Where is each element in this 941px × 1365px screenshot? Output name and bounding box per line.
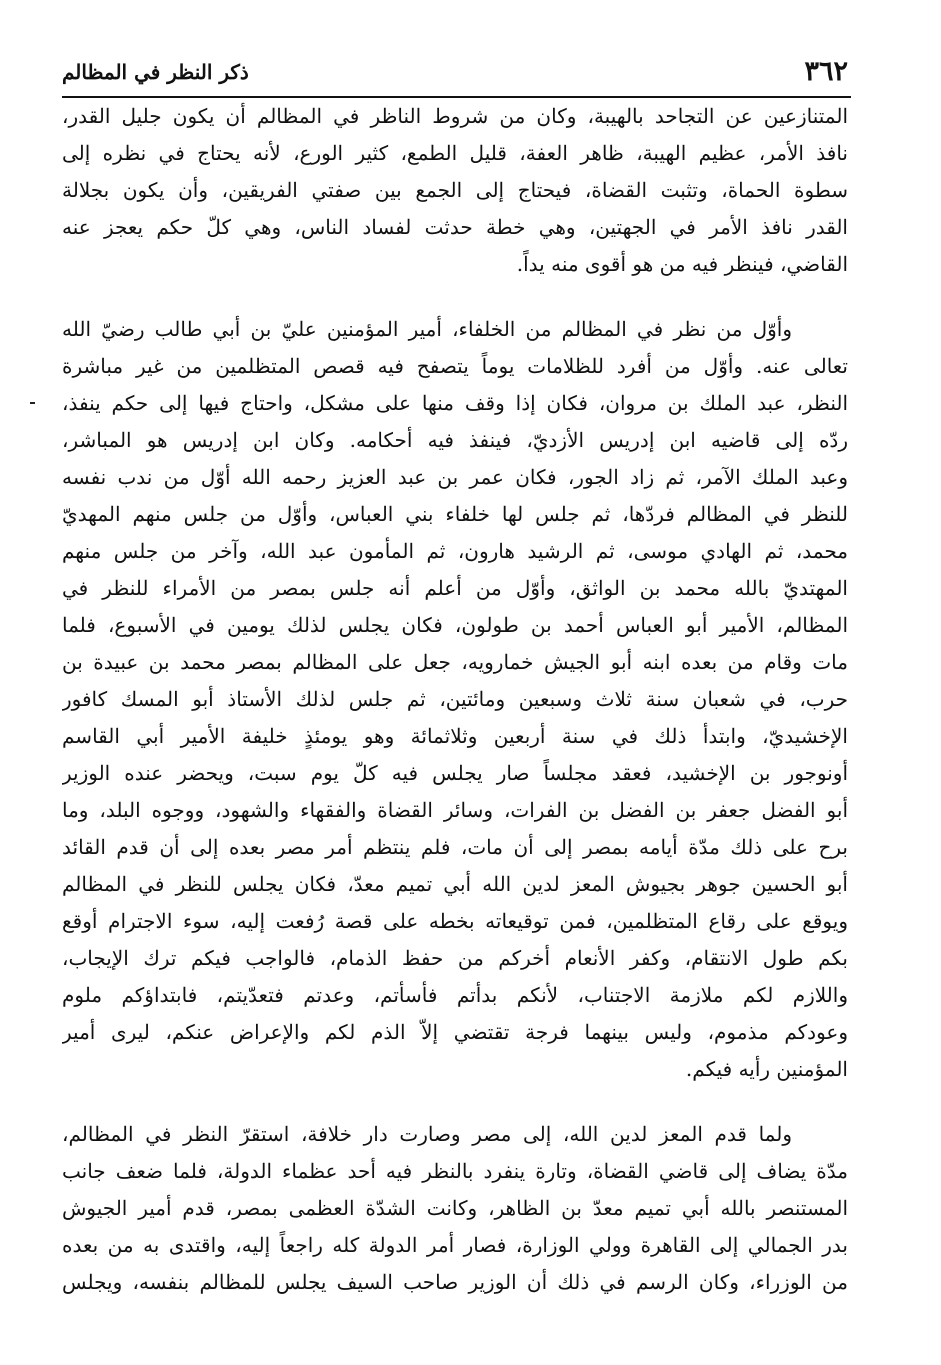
text-line: المؤمنين رأيه فيكم.	[685, 1057, 848, 1081]
text-line: المهتديّ بالله محمد بن الواثق، وأوّل من أعلم أنه جلس بمصر من الأمراء للنظر في	[62, 576, 848, 600]
text-line: الإخشيديّ، وابتدأ ذلك في سنة أربعين وثلاثمائة وهو يومئذٍ خليفة الأمير أبي القاسم	[62, 724, 848, 748]
text-line: من الوزراء، وكان الرسم في ذلك أن الوزير صاحب السيف يجلس للمظالم بنفسه، ويجلس	[62, 1270, 848, 1294]
text-line: نافذ الأمر، عظيم الهيبة، ظاهر العفة، قليل الطمع، كثير الورع، لأنه يحتاج في نظره إلى	[62, 141, 848, 165]
text-line: المستنصر بالله أبي تميم معدّ بن الظاهر، وكانت الشدّة العظمى بمصر، قدم أمير الجيوش	[62, 1196, 848, 1220]
text-line: القاضي، فينظر فيه من هو أقوى منه يداً.	[516, 252, 848, 276]
text-line: أونوجور بن الإخشيد، فعقد مجلساً صار يجلس فيه كلّ يوم سبت، ويحضر عنده الوزير	[62, 761, 848, 785]
text-line: أبو الحسين جوهر بجيوش المعز لدين الله أبي تميم معدّ، فكان يجلس للنظر في المظالم	[62, 872, 848, 896]
text-line: مات وقام من بعده ابنه أبو الجيش خمارويه، جعل على المظالم بمصر محمد بن عبيدة بن	[62, 650, 848, 674]
text-line: تعالى عنه. وأوّل من أفرد للظلامات يوماً يتصفح فيه قصص المتظلمين من غير مباشرة	[62, 354, 848, 378]
text-line: ويوقع على رقاع المتظلمين، فمن توقيعاته بخطه على قصة رُفعت إليه، سوء الاجترام أوقع	[62, 909, 848, 933]
text-line: واللازم لكم ملازمة الاجتناب، لأنكم بدأتم فأسأتم، وعدتم فتعدّيتم، فابتداؤكم ملوم	[62, 983, 848, 1007]
margin-mark	[30, 402, 35, 404]
text-line: وأوّل من نظر في المظالم من الخلفاء، أمير المؤمنين عليّ بن أبي طالب رضيّ الله	[62, 317, 792, 341]
page-number: ٣٦٢	[804, 56, 848, 87]
text-line: مدّة يضاف إلى قاضي القضاة، وتارة ينفرد بالنظر فيه أحد عظماء الدولة، فلما ضعف جانب	[62, 1159, 848, 1183]
text-line: وعودكم مذموم، وليس بينهما فرجة تقتضي إلاّ الذم لكم والإعراض عنكم، ليرى أمير	[62, 1020, 848, 1044]
paragraph-gap	[62, 1088, 848, 1116]
paragraph-gap	[62, 283, 848, 311]
text-line: ردّه إلى قاضيه ابن إدريس الأزديّ، فينفذ فيه أحكامه. وكان ابن إدريس هو المباشر،	[62, 428, 848, 452]
text-line: وعبد الملك الآمر، ثم زاد الجور، فكان عمر بن عبد العزيز رحمه الله أوّل من ندب نفسه	[62, 465, 848, 489]
text-line: المتنازعين عن التجاحد بالهيبة، وكان من شروط الناظر في المظالم أن يكون جليل القدر،	[62, 104, 848, 128]
text-line: سطوة الحماة، وتثبت القضاة، فيحتاج إلى الجمع بين صفتي الفريقين، وأن يكون بجلالة	[62, 178, 848, 202]
text-line: المظالم، الأمير أبو العباس أحمد بن طولون، فكان يجلس لذلك يومين في الأسبوع، فلما	[62, 613, 848, 637]
body-text	[62, 98, 848, 1301]
text-line: للنظر في المظالم فردّها، ثم جلس لها خلفاء بني العباس، وأوّل من جلس منهم المهديّ	[62, 502, 848, 526]
text-line: أبو الفضل جعفر بن الفضل بن الفرات، وسائر القضاة والفقهاء والشهود، ووجوه البلد، وما	[62, 798, 848, 822]
text-line: النظر، عبد الملك بن مروان، فكان إذا وقف منها على مشكل، واحتاج فيها إلى حكم ينفذ،	[62, 391, 848, 415]
text-line: بكم طول الانتقام، وكفر الأنعام أخركم من حفظ الذمام، فالواجب فيكم ترك الإيجاب،	[62, 946, 848, 970]
text-line: برح على ذلك مدّة أيامه بمصر إلى أن مات، فلم ينتظم أمر مصر بعده إلى أن قدم القائد	[62, 835, 848, 859]
text-line: القدر نافذ الأمر في الجهتين، وهي خطة حدثت لفساد الناس، وهي كلّ حكم يعجز عنه	[62, 215, 848, 239]
page-header	[62, 52, 848, 92]
text-line: بدر الجمالي إلى القاهرة وولي الوزارة، فصار أمر الدولة كله راجعاً إليه، واقتدى به من بعده	[62, 1233, 848, 1257]
text-line: محمد، ثم الهادي موسى، ثم الرشيد هارون، ثم المأمون عبد الله، وآخر من جلس منهم	[62, 539, 848, 563]
text-line: ولما قدم المعز لدين الله، إلى مصر وصارت دار خلافة، استقرّ النظر في المظالم،	[62, 1122, 792, 1146]
text-line: حرب، في شعبان سنة ثلاث وسبعين ومائتين، ثم جلس لذلك الأستاذ أبو المسك كافور	[62, 687, 848, 711]
running-title: ذكر النظر في المظالم	[62, 60, 249, 84]
